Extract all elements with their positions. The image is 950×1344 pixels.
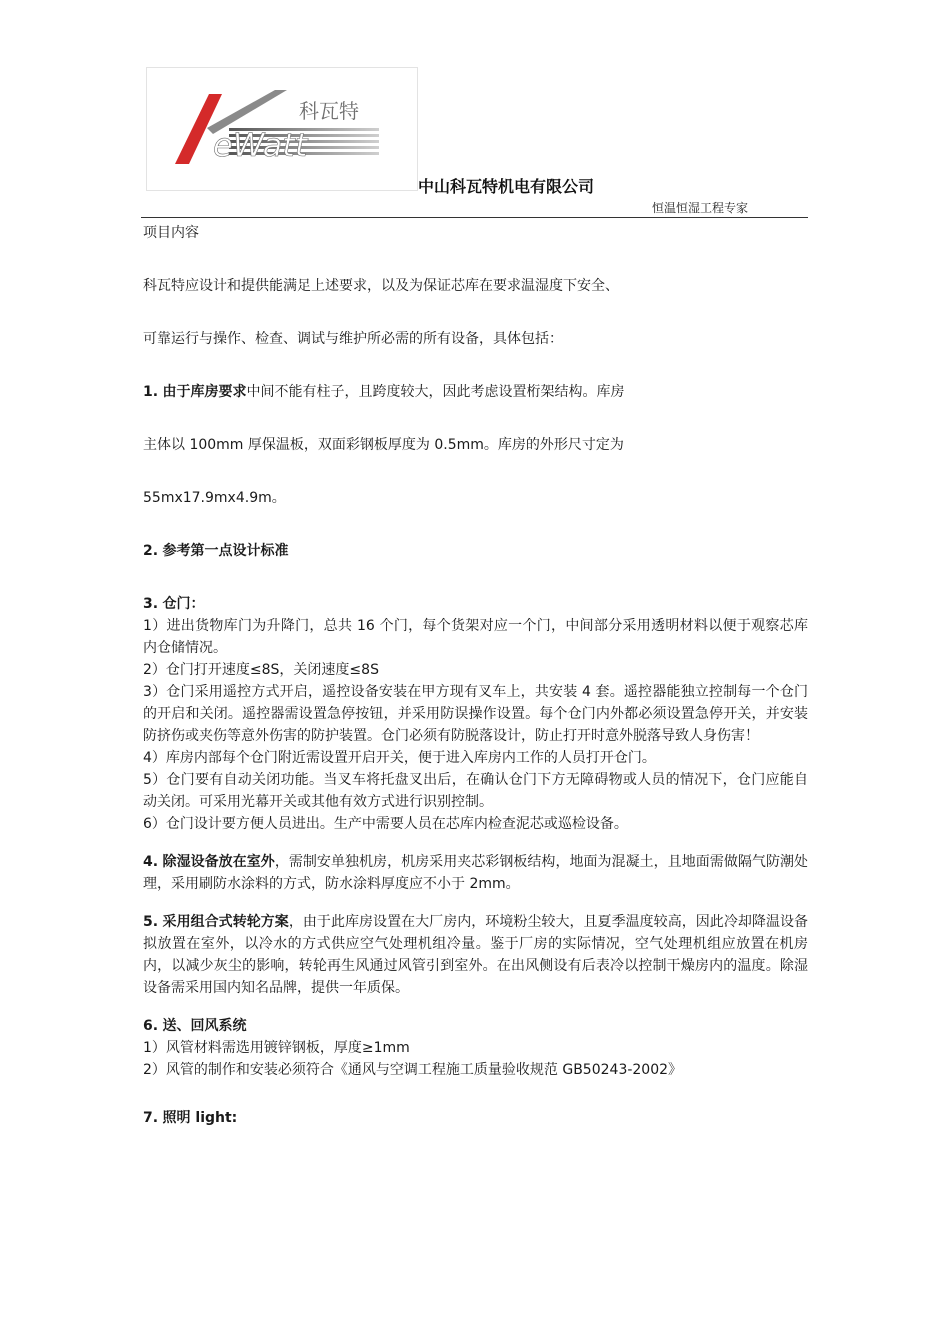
item-6-num: 6. <box>143 1018 159 1034</box>
kewatt-logo-graphic <box>147 68 419 192</box>
company-name: 中山科瓦特机电有限公司 <box>418 177 595 196</box>
header-rule <box>141 217 808 218</box>
item-5-paragraph <box>143 911 808 999</box>
item-3-line-6: 6）仓门设计要方便人员进出。生产中需要人员在芯库内检查泥芯或巡检设备。 <box>143 816 628 832</box>
item-4-bold: 除湿设备放在室外 <box>162 854 275 870</box>
item-5-bold: 采用组合式转轮方案 <box>162 914 289 930</box>
document-body <box>143 222 808 1129</box>
item-6-line-2: 2）风管的制作和安装必须符合《通风与空调工程施工质量验收规范 GB50243-2002》 <box>143 1062 683 1078</box>
item-3-num: 3. <box>143 596 159 612</box>
item-3-heading <box>143 593 808 615</box>
item-3-line-3: 3）仓门采用遥控方式开启，遥控设备安装在甲方现有叉车上，共安装 4 套。遥控器能独立控制每一个仓门的开启和关闭。遥控器需设置急停按钮，并采用防误操作设置。每个仓门内外都必须设置急停开关，并安装防挤伤或夹伤等意外伤害的防护装置。仓门必须有防脱落设计，防止打开时意外脱落导致人身伤害！ <box>143 684 808 744</box>
item-1-line-3: 55mx17.9mx4.9m。 <box>143 490 286 506</box>
item-3-line-1: 1）进出货物库门为升降门，总共 16 个门，每个货架对应一个门，中间部分采用透明材料以便于观察芯库内仓储情况。 <box>143 618 808 656</box>
item-2-heading <box>143 540 808 562</box>
item-2-bold: 参考第一点设计标准 <box>162 543 289 559</box>
logo-cn-text: 科瓦特 <box>299 99 359 123</box>
logo-en-text: eWatt <box>213 126 308 164</box>
item-2-num: 2. <box>143 543 159 559</box>
item-1-heading <box>143 381 808 403</box>
item-5-num: 5. <box>143 914 159 930</box>
item-4-rest: ，需制安单独机房，机房采用夹芯彩钢板结构，地面为混凝土，且地面需做隔气防潮处理，采用刷防水涂料的方式，防水涂料厚度应不小于 2mm。 <box>143 854 809 892</box>
item-7-heading <box>143 1107 808 1129</box>
item-3-line-5: 5）仓门要有自动关闭功能。当叉车将托盘叉出后，在确认仓门下方无障碍物或人员的情况下，仓门应能自动关闭。可采用光幕开关或其他有效方式进行识别控制。 <box>143 772 808 810</box>
item-3-line-4: 4）库房内部每个仓门附近需设置开启开关，便于进入库房内工作的人员打开仓门。 <box>143 750 656 766</box>
company-slogan: 恒温恒湿工程专家 <box>652 201 749 215</box>
section-title: 项目内容 <box>143 225 199 241</box>
item-6-line-1: 1）风管材料需选用镀锌钢板，厚度≥1mm <box>143 1040 410 1056</box>
item-7-num: 7. <box>143 1110 159 1126</box>
item-1-line-2: 主体以 100mm 厚保温板，双面彩钢板厚度为 0.5mm。库房的外形尺寸定为 <box>143 437 624 453</box>
item-1-num: 1. <box>143 384 159 400</box>
intro-line-1: 科瓦特应设计和提供能满足上述要求，以及为保证芯库在要求温湿度下安全、 <box>143 278 619 294</box>
item-5-rest: ，由于此库房设置在大厂房内，环境粉尘较大，且夏季温度较高，因此冷却降温设备拟放置在室外，以冷水的方式供应空气处理机组冷量。鉴于厂房的实际情况，空气处理机组应放置在机房内，以减少灰尘的影响，转轮再生风通过风管引到室外。在出风侧设有后表冷以控制干燥房内的温度。除湿设备需采用国内知名品牌，提供一年质保。 <box>143 914 809 996</box>
item-4-paragraph <box>143 851 808 895</box>
item-3-bold: 仓门： <box>162 596 205 612</box>
item-6-bold: 送、回风系统 <box>162 1018 247 1034</box>
item-1-bold: 由于库房要求 <box>162 384 247 400</box>
company-logo <box>146 67 418 191</box>
item-4-num: 4. <box>143 854 159 870</box>
item-6-heading <box>143 1015 808 1037</box>
item-1-rest: 中间不能有柱子，且跨度较大，因此考虑设置桁架结构。库房 <box>246 384 625 400</box>
intro-line-2: 可靠运行与操作、检查、调试与维护所必需的所有设备，具体包括： <box>143 331 563 347</box>
item-7-bold: 照明 light: <box>162 1110 238 1126</box>
item-3-line-2: 2）仓门打开速度≤8S，关闭速度≤8S <box>143 662 379 678</box>
